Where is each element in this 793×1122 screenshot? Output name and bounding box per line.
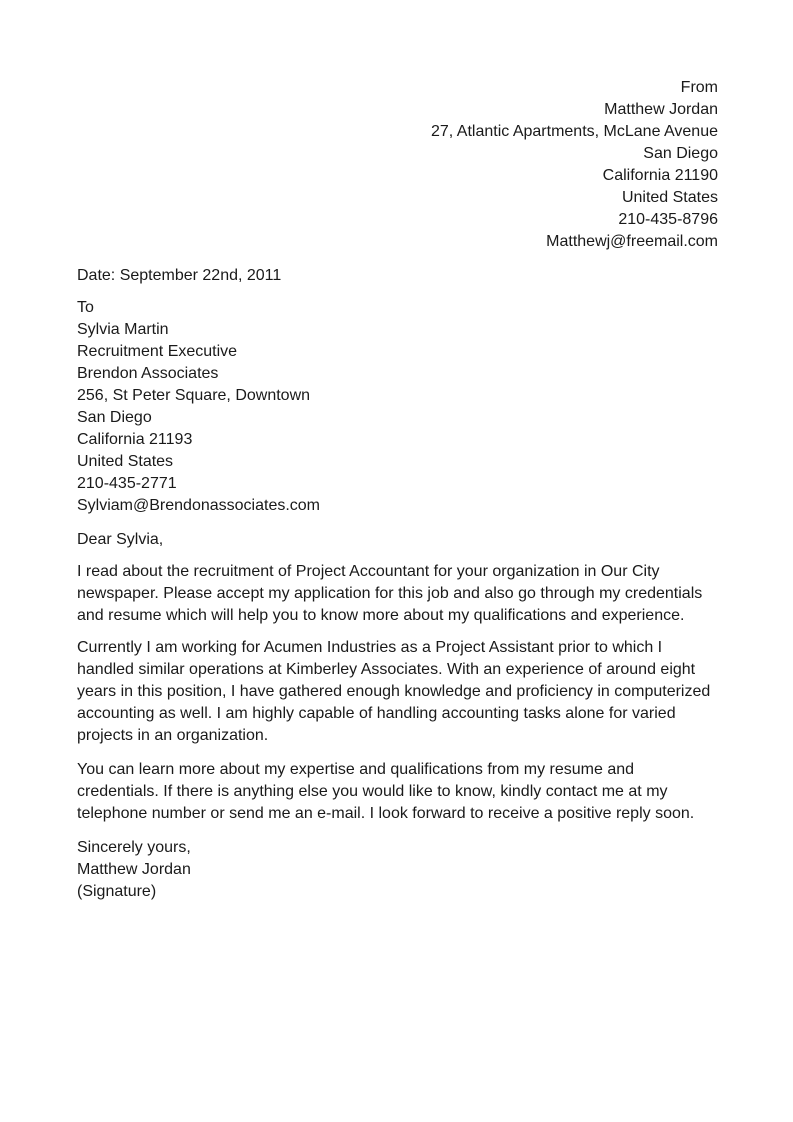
recipient-city: San Diego <box>77 409 152 426</box>
sender-block <box>431 77 718 253</box>
recipient-email: Sylviam@Brendonassociates.com <box>77 497 321 514</box>
sender-phone: 210-435-8796 <box>618 211 718 228</box>
recipient-label: To <box>77 299 94 316</box>
paragraph-line: handled similar operations at Kimberley Associates. With an experience of around eight <box>77 661 696 678</box>
recipient-title: Recruitment Executive <box>77 343 238 360</box>
paragraph-line: accounting as well. I am highly capable of handling accounting tasks alone for varied <box>77 705 676 722</box>
paragraph-line: credentials. If there is anything else you would like to know, kindly contact me at my <box>77 783 668 800</box>
paragraph-line: I read about the recruitment of Project Accountant for your organization in Our City <box>77 563 660 580</box>
letter-date: Date: September 22nd, 2011 <box>77 267 282 284</box>
recipient-name: Sylvia Martin <box>77 321 169 338</box>
paragraph-line: newspaper. Please accept my application for this job and also go through my credentials <box>77 585 703 602</box>
recipient-block <box>77 297 320 517</box>
closing-name: Matthew Jordan <box>77 861 191 878</box>
sender-country: United States <box>621 189 718 206</box>
paragraph-line: years in this position, I have gathered enough knowledge and proficiency in computerized <box>77 683 711 700</box>
recipient-phone: 210-435-2771 <box>77 475 177 492</box>
sender-state-zip: California 21190 <box>602 167 718 184</box>
body-paragraph-3 <box>77 759 717 825</box>
paragraph-line: telephone number or send me an e-mail. I look forward to receive a positive reply soon. <box>77 805 695 822</box>
sender-city: San Diego <box>643 145 718 162</box>
recipient-state-zip: California 21193 <box>77 431 193 448</box>
body-paragraph-2 <box>77 637 717 747</box>
closing-block <box>77 837 191 903</box>
body-paragraph-1 <box>77 561 717 627</box>
paragraph-line: Currently I am working for Acumen Industries as a Project Assistant prior to which I <box>77 639 663 656</box>
sender-label: From <box>680 79 718 96</box>
sender-name: Matthew Jordan <box>604 101 718 118</box>
valediction: Sincerely yours, <box>77 839 191 856</box>
paragraph-line: You can learn more about my expertise and qualifications from my resume and <box>77 761 635 778</box>
recipient-country: United States <box>77 453 174 470</box>
paragraph-line: projects in an organization. <box>77 727 269 744</box>
sender-email: Matthewj@freemail.com <box>546 233 718 250</box>
paragraph-line: and resume which will help you to know more about my qualifications and experience. <box>77 607 685 624</box>
sender-address: 27, Atlantic Apartments, McLane Avenue <box>431 123 718 140</box>
recipient-address: 256, St Peter Square, Downtown <box>77 387 311 404</box>
salutation: Dear Sylvia, <box>77 531 164 548</box>
signature-placeholder: (Signature) <box>77 883 157 900</box>
recipient-company: Brendon Associates <box>77 365 219 382</box>
